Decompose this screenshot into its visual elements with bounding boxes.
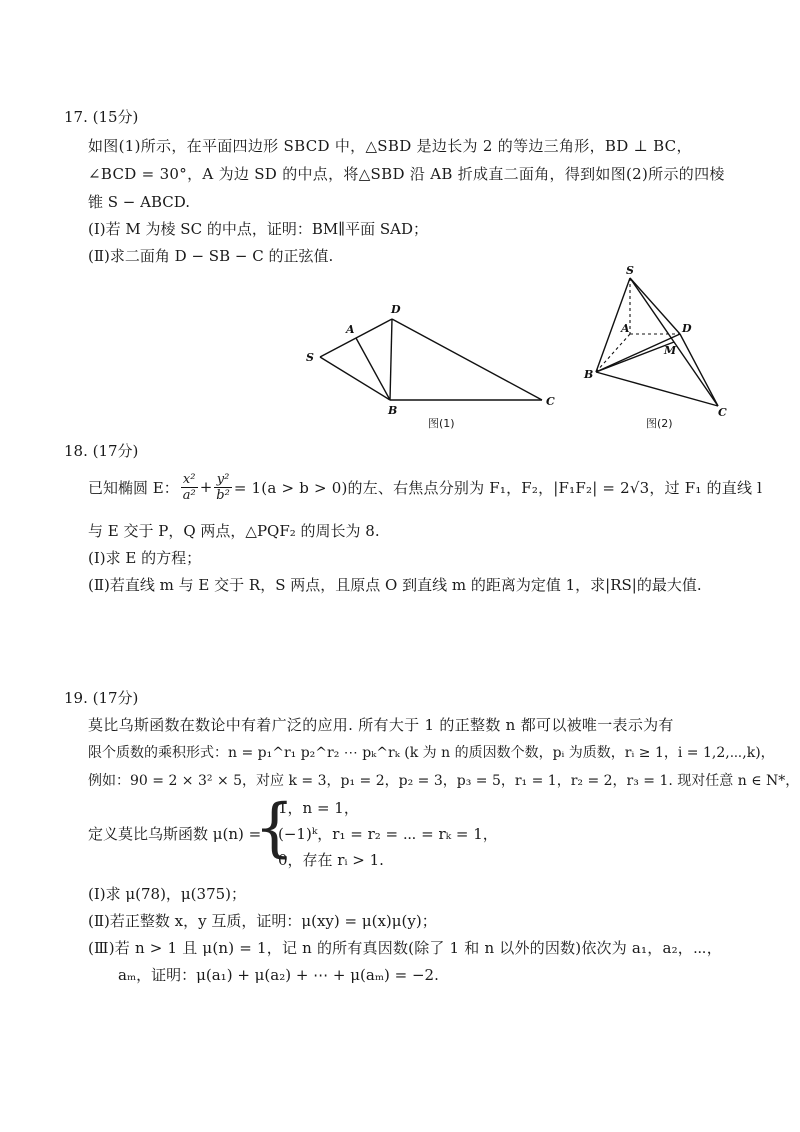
figure-2 [578, 262, 738, 422]
q18-part-2: (Ⅱ)若直线 m 与 E 交于 R，S 两点，且原点 O 到直线 m 的距离为定值 1，求|RS|的最大值. [88, 576, 702, 594]
q18-intro: 已知椭圆 E： [88, 478, 179, 497]
fraction-denominator: a² [182, 487, 196, 503]
fig2-label-M: M [664, 344, 677, 357]
segment-SB [320, 357, 390, 400]
fig2-label-C: C [718, 406, 727, 419]
fraction-y2-b2 [214, 472, 232, 503]
figure-2-hidden-lines [596, 278, 680, 372]
fig2-label-A: A [621, 322, 630, 335]
q17-part-1: (Ⅰ)若 M 为棱 SC 的中点，证明：BM∥平面 SAD； [88, 220, 429, 238]
q19-part-3: (Ⅲ)若 n > 1 且 μ(n) = 1，记 n 的所有真因数(除了 1 和 n 以外的因数)依次为 a₁，a₂，⋯， [88, 939, 722, 957]
q19-definition-label: 定义莫比乌斯函数 μ(n) = [88, 825, 262, 843]
q19-line-1: 莫比乌斯函数在数论中有着广泛的应用. 所有大于 1 的正整数 n 都可以被唯一表示为有 [88, 716, 674, 734]
fraction-denominator: b² [216, 487, 230, 503]
q19-part-3-cont: aₘ，证明：μ(a₁) + μ(a₂) + ⋯ + μ(aₘ) = −2. [118, 966, 439, 984]
q18-line-2: 与 E 交于 P，Q 两点，△PQF₂ 的周长为 8. [88, 522, 380, 540]
segment-BC [596, 372, 718, 406]
plus-sign: + [199, 478, 213, 496]
segment-DC [392, 319, 542, 400]
q19-line-3: 例如：90 = 2 × 3² × 5，对应 k = 3，p₁ = 2，p₂ = 3，p₃ = 5，r₁ = 1，r₂ = 2，r₃ = 1. 现对任意 n ∈ N*， [88, 773, 800, 789]
piecewise-brace: { [254, 791, 295, 865]
q17-line-1: 如图(1)所示，在平面四边形 SBCD 中，△SBD 是边长为 2 的等边三角形，BD ⊥ BC， [88, 137, 692, 155]
q19-line-2: 限个质数的乘积形式：n = p₁^r₁ p₂^r₂ ⋯ pₖ^rₖ (k 为 n 的质因数个数，pᵢ 为质数，rᵢ ≥ 1，i = 1,2,⋯,k)， [88, 745, 775, 761]
fig2-caption: 图(2) [646, 417, 673, 430]
q18-part-1: (Ⅰ)求 E 的方程； [88, 549, 202, 567]
q19-part-1: (Ⅰ)求 μ(78)，μ(375)； [88, 885, 247, 903]
case-2: (−1)ᵏ，r₁ = r₂ = ⋯ = rₖ = 1， [278, 825, 498, 843]
q17-line-2: ∠BCD = 30°，A 为边 SD 的中点，将△SBD 沿 AB 折成直二面角，得到如图(2)所示的四棱 [88, 165, 725, 183]
q18-line-1-rest: = 1(a > b > 0)的左、右焦点分别为 F₁，F₂，|F₁F₂| = 2√3，过 F₁ 的直线 l [233, 478, 763, 497]
q17-header: 17. (15分) [64, 108, 139, 126]
segment-DB [390, 319, 392, 400]
case-3: 0，存在 rᵢ > 1. [278, 851, 384, 869]
fraction-numerator: x² [182, 471, 196, 487]
case-1: 1，n = 1， [278, 799, 359, 817]
segment-DC [680, 334, 718, 406]
q19-header: 19. (17分) [64, 689, 139, 707]
fig2-label-D: D [682, 322, 692, 335]
fraction-x2-a2 [181, 472, 198, 503]
fig1-label-A: A [346, 323, 355, 336]
fig1-label-C: C [546, 395, 555, 408]
fig2-label-B: B [584, 368, 594, 381]
q17-line-3: 锥 S − ABCD. [88, 193, 191, 211]
q19-part-2: (Ⅱ)若正整数 x，y 互质，证明：μ(xy) = μ(x)μ(y)； [88, 912, 437, 930]
q18-line-1 [88, 464, 762, 510]
segment-BM [596, 342, 674, 372]
fig1-label-B: B [388, 404, 398, 417]
fig1-caption: 图(1) [428, 417, 455, 430]
figure-1 [300, 295, 570, 435]
fig2-label-S: S [626, 264, 634, 277]
fig1-label-D: D [391, 303, 401, 316]
figure-2-lines [596, 278, 718, 406]
fig1-label-S: S [306, 351, 314, 364]
q17-part-2: (Ⅱ)求二面角 D − SB − C 的正弦值. [88, 247, 334, 265]
segment-AB [596, 334, 630, 372]
q18-header: 18. (17分) [64, 442, 139, 460]
segment-SD [630, 278, 680, 334]
fraction-numerator: y² [216, 471, 230, 487]
segment-AB [356, 338, 390, 400]
